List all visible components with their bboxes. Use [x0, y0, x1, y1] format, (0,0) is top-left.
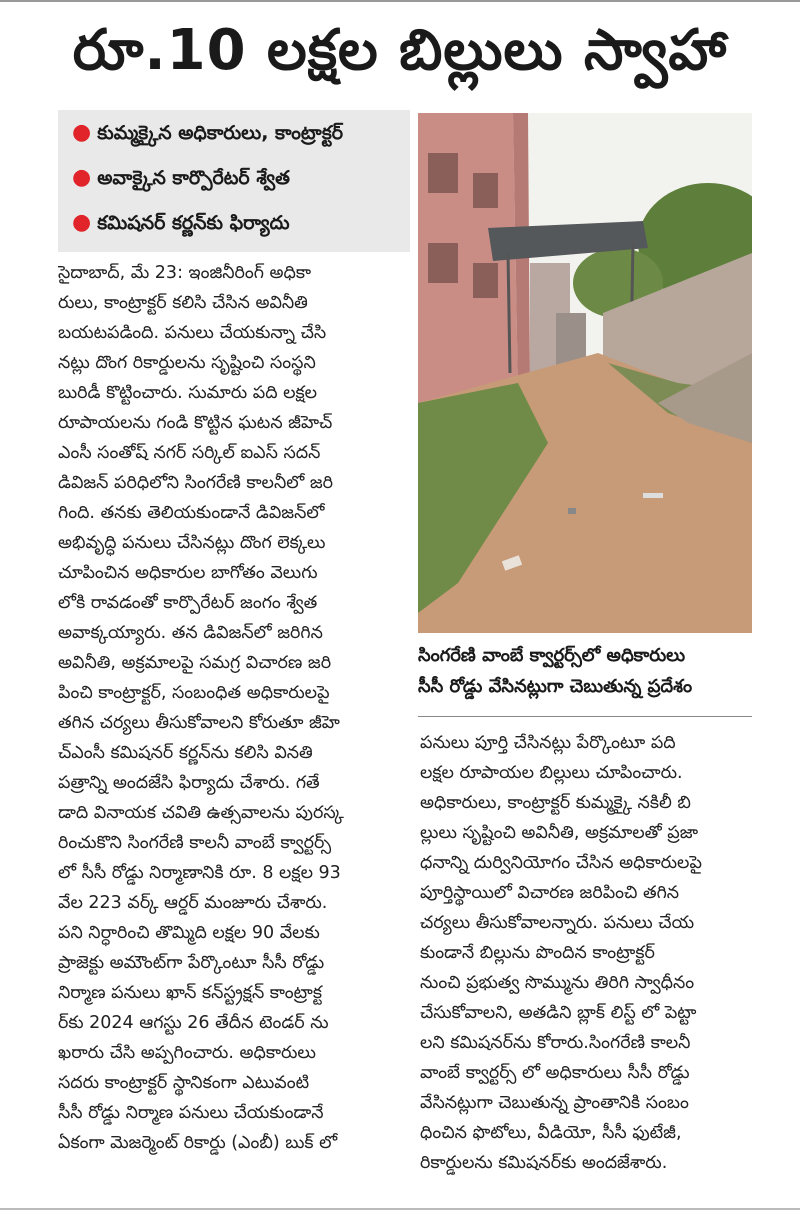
alley-photo [418, 113, 752, 633]
highlight-item [72, 210, 290, 239]
article-line: అభివృద్ధి పనులు చేసినట్లు దొంగ లెక్కలు [58, 533, 326, 553]
article-line: ఖరారు చేసి అప్పగించారు. అధికారులు [58, 1043, 316, 1063]
article-line: బురిడీ కొట్టించారు. సుమారు పది లక్షల [58, 383, 318, 403]
article-line: బయటపడింది. పనులు చేయకున్నా చేసి [58, 323, 327, 343]
article-line: గింది. తనకు తెలియకుండానే డివిజన్‌లో [58, 503, 325, 523]
article-line: చూపించిన అధికారుల బాగోతం వెలుగు [58, 563, 318, 583]
article-line: సదరు కాంట్రాక్టర్ స్థానికంగా ఎటువంటి [58, 1073, 310, 1093]
article-line: రికార్డులను కమిషనర్‌కు అందజేశారు. [420, 1153, 668, 1173]
article-line: లని కమిషనర్‌ను కోరారు.సింగరేణి కాలనీ [420, 1033, 691, 1053]
article-line: పత్రాన్ని అందజేసి ఫిర్యాదు చేశారు. గతే [58, 773, 320, 793]
bullet-icon: ● [72, 120, 92, 145]
article-line: ధించిన ఫొటోలు, వీడియో, సీసీ ఫుటేజీ, [420, 1123, 682, 1143]
article-line: రూపాయలను గండి కొట్టిన ఘటన జీహెచ్ [58, 413, 333, 433]
article-line: ధనాన్ని దుర్వినియోగం చేసిన అధికారులపై [420, 853, 702, 873]
article-line: నుంచి ప్రభుత్వ సొమ్మును తిరిగి స్వాధీనం [420, 973, 695, 993]
article-line: ల్లులు సృష్టించి అవినీతి, అక్రమాలతో ప్రజా [420, 823, 699, 843]
caption-line: సింగరేణి వాంబే క్వార్టర్స్‌లో అధికారులు [418, 645, 686, 666]
article-line: కుండానే బిల్లును పొందిన కాంట్రాక్టర్ [420, 943, 655, 963]
highlight-item [72, 165, 290, 194]
highlight-text: కుమ్మక్కైన అధికారులు, కాంట్రాక్టర్ [97, 122, 344, 144]
article-line: పనులు పూర్తి చేసినట్లు పేర్కొంటూ పది [420, 733, 676, 753]
article-line: నట్లు దొంగ రికార్డులను సృష్టించి సంస్థని [58, 353, 316, 373]
news-photo [418, 113, 752, 633]
highlight-item [72, 120, 343, 149]
article-line: అవినీతి, అక్రమాలపై సమగ్ర విచారణ జరి [58, 653, 332, 673]
article-column-right [420, 728, 754, 1178]
article-line: ఎంసీ సంతోష్ నగర్ సర్కిల్ ఐఎస్ సదన్ [58, 443, 321, 463]
article-line: రులు, కాంట్రాక్టర్ కలిసి చేసిన అవినీతి [58, 293, 308, 313]
highlight-text: కమిషనర్ కర్ణన్‌కు ఫిర్యాదు [97, 212, 290, 234]
bullet-icon: ● [72, 165, 92, 190]
bottom-rule [0, 1208, 800, 1210]
caption-divider [418, 716, 752, 717]
article-line: లో సీసీ రోడ్డు నిర్మాణానికి రూ. 8 లక్షల 93 [58, 863, 341, 883]
article-line: వాంబే క్వార్టర్స్ లో అధికారులు సీసీ రోడ్డు [420, 1063, 690, 1083]
article-line: వేసినట్లుగా చెబుతున్న ప్రాంతానికి సంబం [420, 1093, 689, 1113]
article-line: రించుకొని సింగరేణి కాలనీ వాంబే క్వార్టర్స్ [58, 833, 332, 853]
photo-caption [418, 640, 752, 702]
article-line: వేల 223 వర్క్ ఆర్డర్ మంజూరు చేశారు. [58, 893, 328, 913]
article-line: అధికారులు, కాంట్రాక్టర్ కుమ్మక్కై నకిలీ బి [420, 793, 691, 813]
article-line: పూర్తిస్థాయిలో విచారణ జరిపించి తగిన [420, 883, 680, 903]
article-line: అవాక్కయ్యారు. తన డివిజన్‌లో జరిగిన [58, 623, 323, 643]
article-line: నిర్మాణ పనులు ఖాన్ కన్‌స్ట్రక్షన్ కాంట్రాక్ట [58, 983, 323, 1003]
highlight-text: అవాక్కైన కార్పొరేటర్ శ్వేత [97, 167, 290, 189]
article-line: చ్‌ఎంసీ కమిషనర్ కర్ణన్‌ను కలిసి వినతి [58, 743, 313, 763]
article-line: లోకి రావడంతో కార్పొరేటర్ జంగం శ్వేత [58, 593, 318, 613]
caption-line: సీసీ రోడ్డు వేసినట్లుగా చెబుతున్న ప్రదేశం [418, 676, 693, 697]
article-line: తగిన చర్యలు తీసుకోవాలని కోరుతూ జీహె [58, 713, 340, 733]
article-line: ర్‌కు 2024 ఆగస్టు 26 తేదీన టెండర్ ను [58, 1013, 329, 1033]
article-line: ఏకంగా మెజర్మెంట్ రికార్డు (ఎంబీ) బుక్ లో [58, 1133, 338, 1153]
article-line: చర్యలు తీసుకోవాలన్నారు. పనులు చేయ [420, 913, 695, 933]
highlights-box [58, 110, 410, 252]
article-line: సైదాబాద్, మే 23: ఇంజినీరింగ్ అధికా [58, 263, 312, 283]
article-line: డివిజన్ పరిధిలోని సింగరేణి కాలనీలో జరి [58, 473, 333, 493]
article-line: డాది వినాయక చవితి ఉత్సవాలను పురస్క [58, 803, 344, 823]
top-rule [0, 0, 800, 2]
article-line: చేసుకోవాలని, అతడిని బ్లాక్ లిస్ట్ లో పెట్టా [420, 1003, 697, 1023]
bullet-icon: ● [72, 210, 92, 235]
article-line: పని నిర్ధారించి తొమ్మిది లక్షల 90 వేలకు [58, 923, 320, 943]
article-line: సీసీ రోడ్డు నిర్మాణ పనులు చేయకుండానే [58, 1103, 324, 1123]
article-line: లక్షల రూపాయల బిల్లులు చూపించారు. [420, 763, 683, 783]
article-line: పించి కాంట్రాక్టర్, సంబంధిత అధికారులపై [58, 683, 330, 703]
article-column-left [58, 258, 406, 1158]
article-line: ప్రాజెక్టు అమౌంట్‌గా పేర్కొంటూ సీసీ రోడ్డు [58, 953, 325, 973]
headline: రూ.10 లక్షల బిల్లులు స్వాహా [72, 18, 728, 83]
